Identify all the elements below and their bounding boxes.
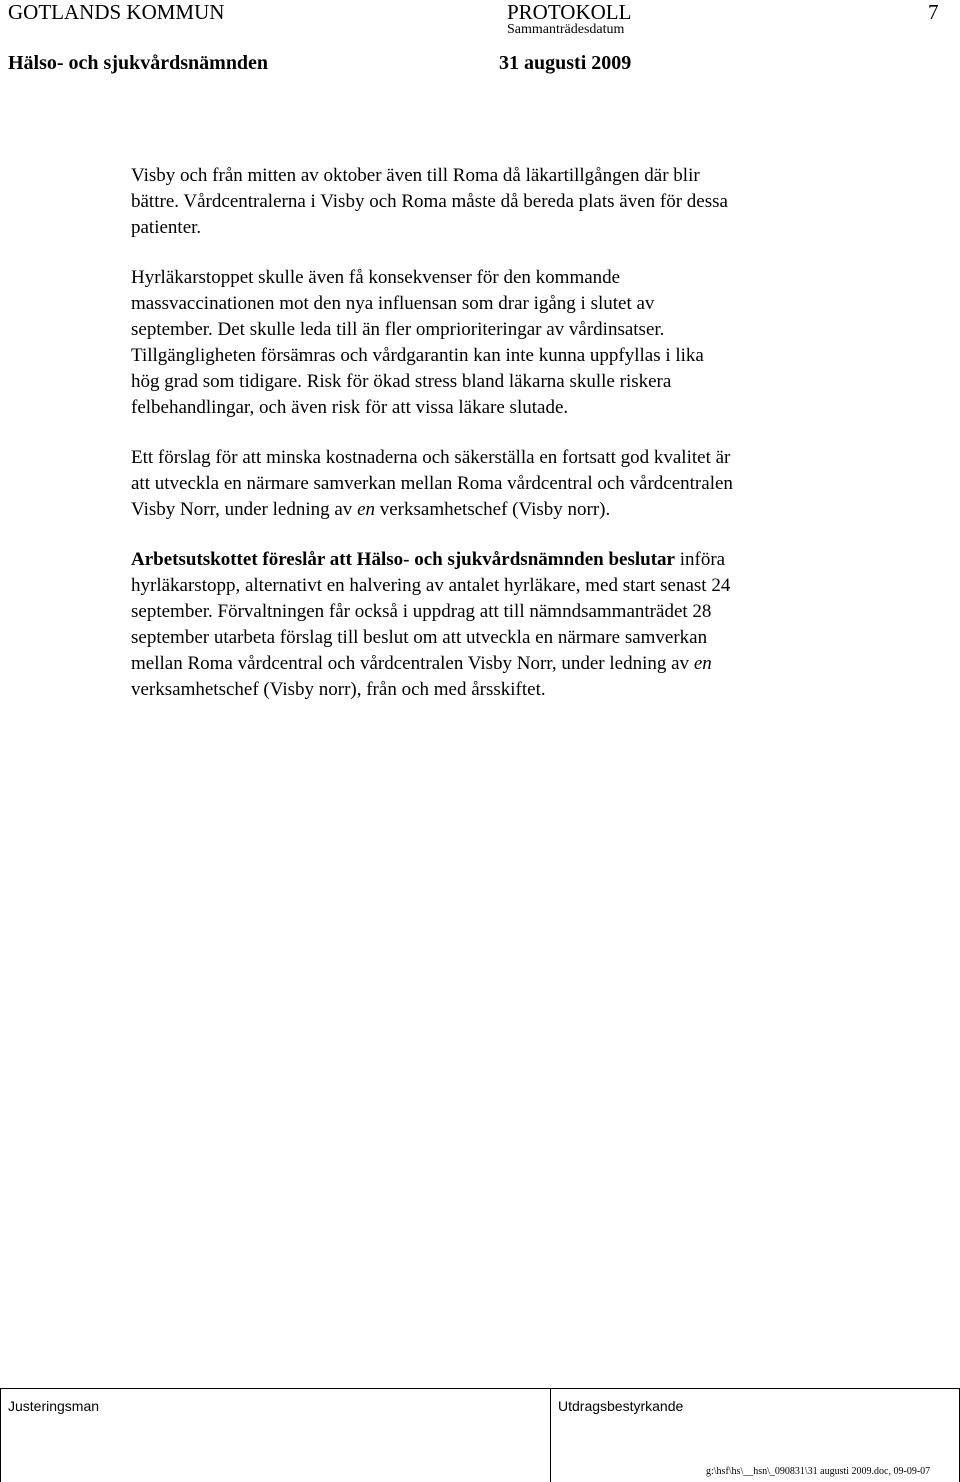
doc-type: PROTOKOLL	[507, 0, 632, 24]
paragraph-4-text-a: införa hyrläkarstopp, alternativt en halvering av antalet hyrläkare, med start senast 24 september. Förvaltningen får också i uppdrag att till nämndsammanträdet 28 september utarbeta förslag till beslut om att utveckla en närmare samverkan mellan Roma vårdcentral och vårdcentralen Visby Norr, under ledning av	[131, 549, 731, 674]
document-body	[131, 163, 851, 727]
paragraph-1: Visby och från mitten av oktober även till Roma då läkartillgången där blir bättre. Vårdcentralerna i Visby och Roma måste då bereda plats även för dessa patienter.	[131, 165, 728, 238]
file-path: g:\hsf\hs\__hsn\_090831\31 augusti 2009.doc, 09-09-07	[706, 1466, 931, 1477]
committee-name: Hälso- och sjukvårdsnämnden	[8, 52, 269, 74]
paragraph-4-emphasis: en	[693, 653, 712, 674]
meeting-date: 31 augusti 2009	[499, 52, 632, 74]
page-header	[8, 0, 948, 26]
paragraph-3	[131, 445, 851, 523]
utdrag-label: Utdragsbestyrkande	[558, 1398, 684, 1414]
paragraph-3-emphasis: en	[357, 499, 375, 520]
justering-label: Justeringsman	[8, 1398, 100, 1414]
paragraph-2: Hyrläkarstoppet skulle även få konsekvenser för den kommande massvaccinationen mot den nya influensan som drar igång i slutet av september. Det skulle leda till än fler omprioriteringar av vårdinsatser. Tillgängligheten försämras och vårdgarantin kan inte kunna uppfyllas i lika hög grad som tidigare. Risk för ökad stress bland läkarna skulle riskera felbehandlingar, och även risk för att vissa läkare slutade.	[131, 267, 704, 418]
page-number: 7	[928, 0, 939, 24]
paragraph-3-text-a: Ett förslag för att minska kostnaderna och säkerställa en fortsatt god kvalitet är att utveckla en närmare samverkan mellan Roma vårdcentral och vårdcentralen Visby Norr, under ledning av	[131, 447, 733, 520]
footer-cell-separator	[550, 1388, 551, 1482]
paragraph-4-text-b: verksamhetschef (Visby norr), från och med årsskiftet.	[131, 679, 546, 700]
paragraph-4	[131, 547, 851, 703]
footer-divider	[0, 1388, 960, 1389]
footer-border-left	[0, 1388, 1, 1482]
org-name: GOTLANDS KOMMUN	[8, 0, 225, 24]
paragraph-3-text-b: verksamhetschef (Visby norr).	[375, 499, 611, 520]
meeting-date-label: Sammanträdesdatum	[507, 22, 625, 37]
paragraph-4-bold-lead: Arbetsutskottet föreslår att Hälso- och sjukvårdsnämnden beslutar	[131, 549, 675, 570]
